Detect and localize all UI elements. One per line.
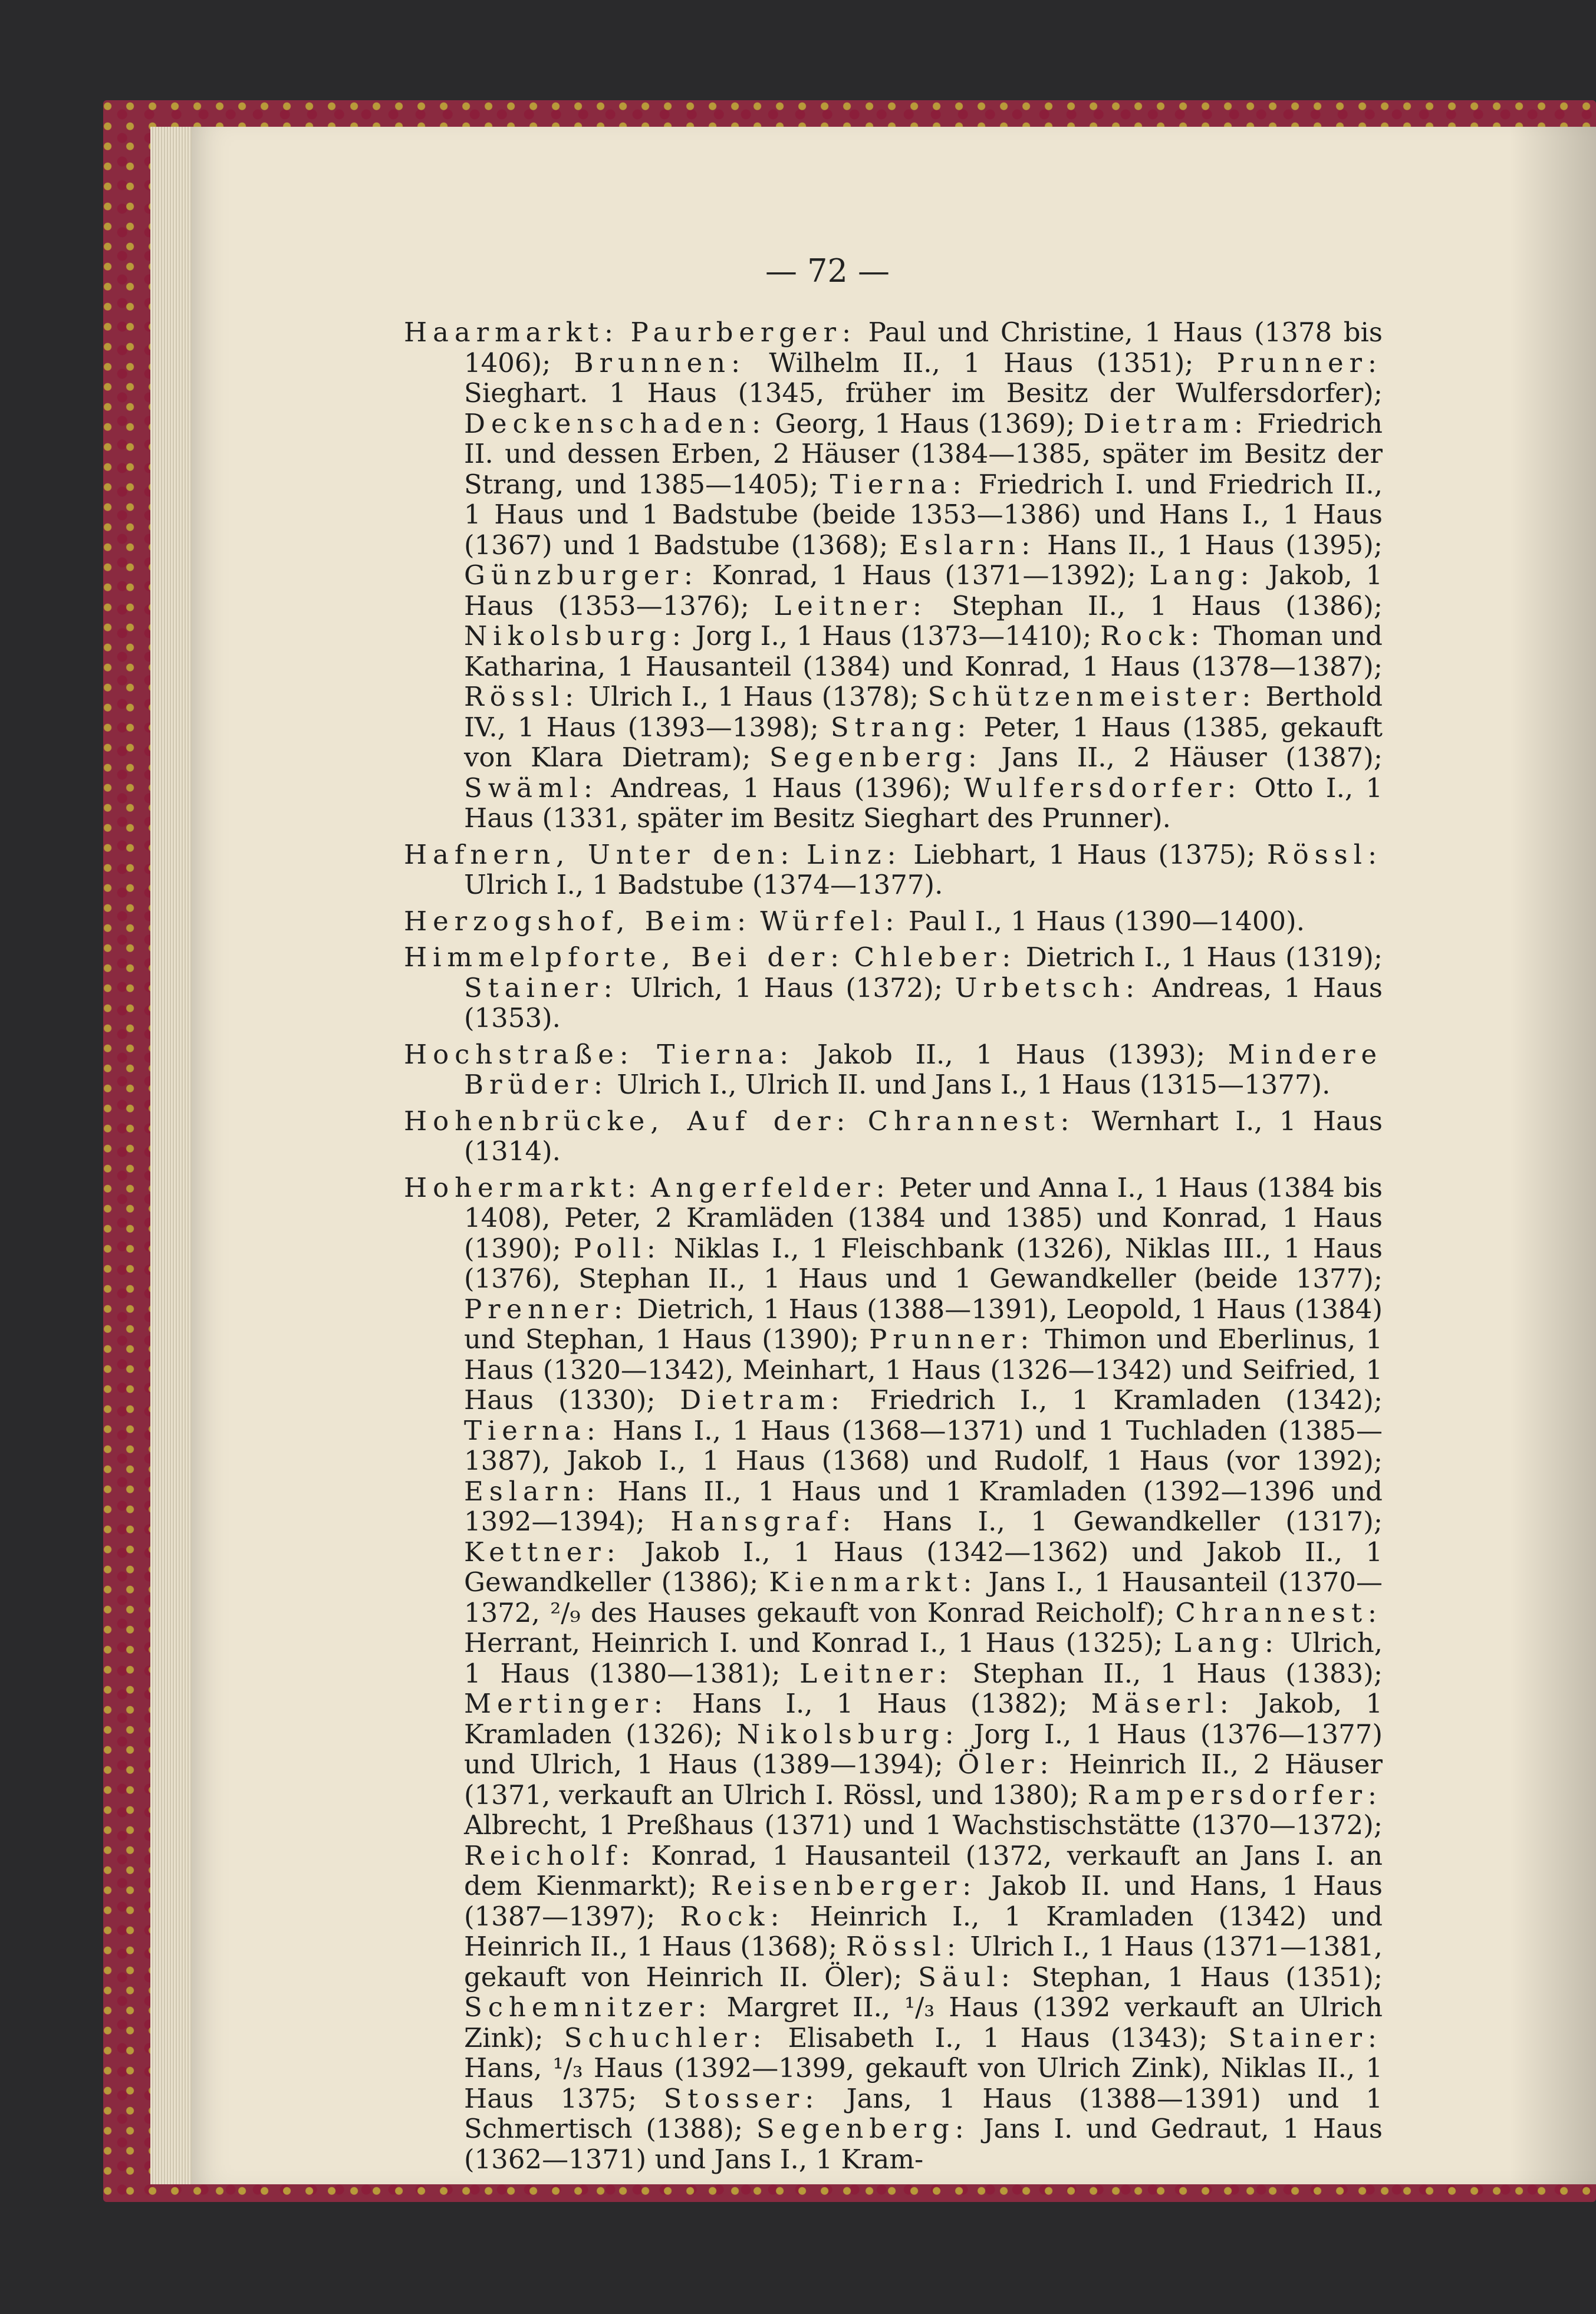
holding-detail: Ulrich I., 1 Badstube (1374—1377). bbox=[464, 869, 943, 900]
family-name: Poll: bbox=[573, 1232, 662, 1264]
page-number: — 72 — bbox=[765, 252, 890, 289]
family-name: Stainer: bbox=[1228, 2022, 1383, 2053]
holding-detail: Jakob II., 1 Haus (1393); bbox=[794, 1038, 1228, 1070]
family-name: Schützenmeister: bbox=[927, 681, 1257, 712]
family-name: Eslarn: bbox=[464, 1475, 601, 1507]
family-name: Mertinger: bbox=[464, 1688, 669, 1719]
holding-detail: Paul und Christine, 1 Haus (1378 bis 1406); bbox=[464, 317, 1383, 378]
holding-detail: Thoman und Katharina, 1 Hausanteil (1384) und Konrad, 1 Haus (1378—1387); bbox=[464, 620, 1383, 682]
family-name: Segenberg: bbox=[769, 742, 983, 773]
street-name: Hohermarkt: bbox=[404, 1171, 642, 1203]
family-name: Lang: bbox=[1173, 1627, 1279, 1658]
holding-detail: Jorg I., 1 Haus (1376—1377) und Ulrich, 1 Haus (1389—1394); bbox=[464, 1718, 1383, 1780]
holding-detail: Niklas I., 1 Fleischbank (1326), Niklas III., 1 Haus (1376), Stephan II., 1 Haus und 1 Gewandkeller (beide 1377); bbox=[464, 1232, 1383, 1294]
holding-detail: Friedrich II. und dessen Erben, 2 Häuser (1384—1385, später im Besitz der Strang, und 1385—1405); bbox=[464, 407, 1383, 500]
holding-detail: Hans I., 1 Gewandkeller (1317); bbox=[857, 1506, 1383, 1537]
holding-detail: Jans I., 1 Hausanteil (1370—1372, ²/₉ des Hauses gekauft von Konrad Reicholf); bbox=[464, 1566, 1383, 1628]
family-name: Prunner: bbox=[869, 1324, 1035, 1355]
family-name: Mindere Brüder: bbox=[464, 1038, 1383, 1100]
holding-detail: Jakob, 1 Haus (1353—1376); bbox=[464, 559, 1383, 621]
street-entry bbox=[404, 1173, 1383, 2175]
family-name: Wulfersdorfer: bbox=[963, 772, 1242, 804]
holding-detail: Georg, 1 Haus (1369); bbox=[766, 407, 1084, 439]
family-name: Schemnitzer: bbox=[464, 1992, 713, 2023]
holding-detail: Friedrich I., 1 Kramladen (1342); bbox=[845, 1384, 1383, 1416]
family-name: Rampersdorfer: bbox=[1087, 1779, 1383, 1811]
street-entry bbox=[404, 317, 1383, 834]
family-name: Tierna: bbox=[464, 1414, 601, 1446]
family-name: Chleber: bbox=[854, 942, 1017, 973]
street-name: Hochstraße: bbox=[404, 1038, 634, 1070]
holding-detail: Friedrich I. und Friedrich II., 1 Haus und 1 Badstube (beide 1353—1386) und Hans I., 1 Haus (1367) und 1 Badstube (1368); bbox=[464, 468, 1383, 561]
holding-detail: Jans II., 2 Häuser (1387); bbox=[982, 742, 1383, 773]
family-name: Schuchler: bbox=[564, 2022, 768, 2053]
family-name: Kettner: bbox=[464, 1536, 621, 1568]
holding-detail: Herrant, Heinrich I. und Konrad I., 1 Haus (1325); bbox=[464, 1627, 1174, 1658]
holding-detail: Stephan II., 1 Haus (1383); bbox=[953, 1657, 1383, 1689]
street-name: Haarmarkt: bbox=[404, 317, 619, 348]
holding-detail: Ulrich I., 1 Haus (1371—1381, gekauft von Heinrich II. Öler); bbox=[464, 1931, 1383, 1993]
family-name: Deckenschaden: bbox=[464, 407, 767, 439]
family-name: Eslarn: bbox=[899, 529, 1036, 561]
street-name: Hohenbrücke, Auf der: bbox=[404, 1105, 851, 1137]
page-shadow bbox=[1509, 127, 1596, 2184]
family-name: Leitner: bbox=[799, 1657, 953, 1689]
holding-detail: Hans II., 1 Haus und 1 Kramladen (1392—1396 und 1392—1394); bbox=[464, 1475, 1383, 1537]
holding-detail: Jans, 1 Haus (1388—1391) und 1 Schmertisch (1388); bbox=[464, 2082, 1383, 2144]
family-name: Chrannest: bbox=[1175, 1597, 1383, 1628]
street-entry bbox=[404, 942, 1383, 1033]
family-name: Rössl: bbox=[845, 1931, 962, 1962]
street-name: Herzogshof, Beim: bbox=[404, 905, 752, 937]
family-name: Würfel: bbox=[760, 905, 900, 937]
street-name: Himmelpforte, Bei der: bbox=[404, 942, 845, 973]
page-edges bbox=[150, 127, 198, 2184]
family-name: Säul: bbox=[918, 1961, 1016, 1993]
family-name: Swäml: bbox=[464, 772, 598, 804]
holding-detail: Wernhart I., 1 Haus (1314). bbox=[464, 1105, 1383, 1167]
family-name: Günzburger: bbox=[464, 559, 699, 591]
family-name: Urbetsch: bbox=[955, 972, 1141, 1003]
page-text bbox=[404, 317, 1383, 2180]
family-name: Rock: bbox=[680, 1900, 785, 1932]
family-name: Nikolsburg: bbox=[464, 620, 687, 651]
holding-detail: Otto I., 1 Haus (1331, später im Besitz Sieghart des Prunner). bbox=[464, 772, 1383, 834]
family-name: Hansgraf: bbox=[670, 1506, 857, 1537]
holding-detail: Hans, ¹/₃ Haus (1392—1399, gekauft von Ulrich Zink), Niklas II., 1 Haus 1375; bbox=[464, 2052, 1383, 2114]
street-entry bbox=[404, 840, 1383, 900]
holding-detail: Jakob II. und Hans, 1 Haus (1387—1397); bbox=[464, 1870, 1383, 1932]
family-name: Nikolsburg: bbox=[736, 1718, 960, 1750]
family-name: Tierna: bbox=[657, 1038, 795, 1070]
family-name: Öler: bbox=[957, 1749, 1055, 1780]
holding-detail: Ulrich I., Ulrich II. und Jans I., 1 Haus (1315—1377). bbox=[608, 1069, 1331, 1100]
holding-detail: Thimon und Eberlinus, 1 Haus (1320—1342), Meinhart, 1 Haus (1326—1342) und Seifried, 1 Haus (1330); bbox=[464, 1324, 1383, 1416]
holding-detail: Jakob, 1 Kramladen (1326); bbox=[464, 1688, 1383, 1750]
holding-detail: Stephan II., 1 Haus (1386); bbox=[927, 590, 1383, 621]
street-entry bbox=[404, 1039, 1383, 1100]
family-name: Reisenberger: bbox=[710, 1870, 978, 1901]
holding-detail: Peter, 1 Haus (1385, gekauft von Klara Dietram); bbox=[464, 711, 1383, 773]
holding-detail: Hans II., 1 Haus (1395); bbox=[1036, 529, 1383, 561]
holding-detail: Heinrich II., 2 Häuser (1371, verkauft an Ulrich I. Rössl, und 1380); bbox=[464, 1749, 1383, 1811]
holding-detail: Liebhart, 1 Haus (1375); bbox=[901, 838, 1267, 870]
family-name: Lang: bbox=[1149, 559, 1255, 591]
holding-detail: Konrad, 1 Hausanteil (1372, verkauft an Jans I. an dem Kienmarkt); bbox=[464, 1839, 1383, 1901]
family-name: Chrannest: bbox=[867, 1105, 1075, 1137]
family-name: Rock: bbox=[1100, 620, 1206, 651]
holding-detail: Jakob I., 1 Haus (1342—1362) und Jakob II., 1 Gewandkeller (1386); bbox=[464, 1536, 1383, 1598]
family-name: Stainer: bbox=[464, 972, 618, 1003]
holding-detail: Paul I., 1 Haus (1390—1400). bbox=[900, 905, 1305, 937]
holding-detail: Berthold IV., 1 Haus (1393—1398); bbox=[464, 681, 1383, 743]
family-name: Strang: bbox=[830, 711, 972, 743]
family-name: Reicholf: bbox=[464, 1839, 636, 1871]
holding-detail: Heinrich I., 1 Kramladen (1342) und Heinrich II., 1 Haus (1368); bbox=[464, 1900, 1383, 1962]
holding-detail: Peter und Anna I., 1 Haus (1384 bis 1408), Peter, 2 Kramläden (1384 und 1385) und Konrad, 1 Haus (1390); bbox=[464, 1171, 1383, 1264]
family-name: Segenberg: bbox=[756, 2113, 970, 2144]
holding-detail: Ulrich, 1 Haus (1372); bbox=[618, 972, 955, 1003]
family-name: Stosser: bbox=[663, 2082, 820, 2114]
holding-detail: Stephan, 1 Haus (1351); bbox=[1015, 1961, 1383, 1993]
family-name: Angerfelder: bbox=[650, 1171, 891, 1203]
family-name: Dietram: bbox=[680, 1384, 845, 1416]
family-name: Mäserl: bbox=[1091, 1688, 1235, 1719]
holding-detail: Ulrich I., 1 Haus (1378); bbox=[580, 681, 928, 712]
family-name: Rössl: bbox=[464, 681, 580, 712]
family-name: Linz: bbox=[806, 838, 902, 870]
family-name: Dietram: bbox=[1083, 407, 1249, 439]
family-name: Tierna: bbox=[830, 468, 968, 500]
family-name: Leitner: bbox=[774, 590, 927, 621]
holding-detail: Jans I. und Gedraut, 1 Haus (1362—1371) und Jans I., 1 Kram- bbox=[464, 2113, 1383, 2175]
holding-detail: Dietrich, 1 Haus (1388—1391), Leopold, 1 Haus (1384) und Stephan, 1 Haus (1390); bbox=[464, 1293, 1383, 1355]
holding-detail: Albrecht, 1 Preßhaus (1371) und 1 Wachstischstätte (1370—1372); bbox=[464, 1809, 1383, 1841]
holding-detail: Sieghart. 1 Haus (1345, früher im Besitz der Wulfersdorfer); bbox=[464, 377, 1383, 409]
family-name: Prunner: bbox=[1216, 347, 1383, 378]
holding-detail: Konrad, 1 Haus (1371—1392); bbox=[698, 559, 1150, 591]
holding-detail: Andreas, 1 Haus (1396); bbox=[598, 772, 964, 804]
holding-detail: Wilhelm II., 1 Haus (1351); bbox=[746, 347, 1217, 378]
holding-detail: Andreas, 1 Haus (1353). bbox=[464, 972, 1383, 1033]
family-name: Kienmarkt: bbox=[769, 1566, 978, 1598]
holding-detail: Hans I., 1 Haus (1382); bbox=[668, 1688, 1091, 1719]
street-entry bbox=[404, 906, 1383, 937]
family-name: Brunnen: bbox=[574, 347, 746, 378]
holding-detail: Elisabeth I., 1 Haus (1343); bbox=[767, 2022, 1229, 2053]
family-name: Prenner: bbox=[464, 1293, 628, 1325]
family-name: Rössl: bbox=[1266, 838, 1383, 870]
holding-detail: Margret II., ¹/₃ Haus (1392 verkauft an Ulrich Zink); bbox=[464, 1992, 1383, 2053]
holding-detail: Jorg I., 1 Haus (1373—1410); bbox=[686, 620, 1101, 651]
holding-detail: Dietrich I., 1 Haus (1319); bbox=[1016, 942, 1383, 973]
street-name: Hafnern, Unter den: bbox=[404, 838, 795, 870]
holding-detail: Hans I., 1 Haus (1368—1371) und 1 Tuchladen (1385—1387), Jakob I., 1 Haus (1368) und Rudolf, 1 Haus (vor 1392); bbox=[464, 1414, 1383, 1476]
family-name: Paurberger: bbox=[630, 317, 857, 348]
holding-detail: Ulrich, 1 Haus (1380—1381); bbox=[464, 1627, 1383, 1689]
street-entry bbox=[404, 1106, 1383, 1167]
